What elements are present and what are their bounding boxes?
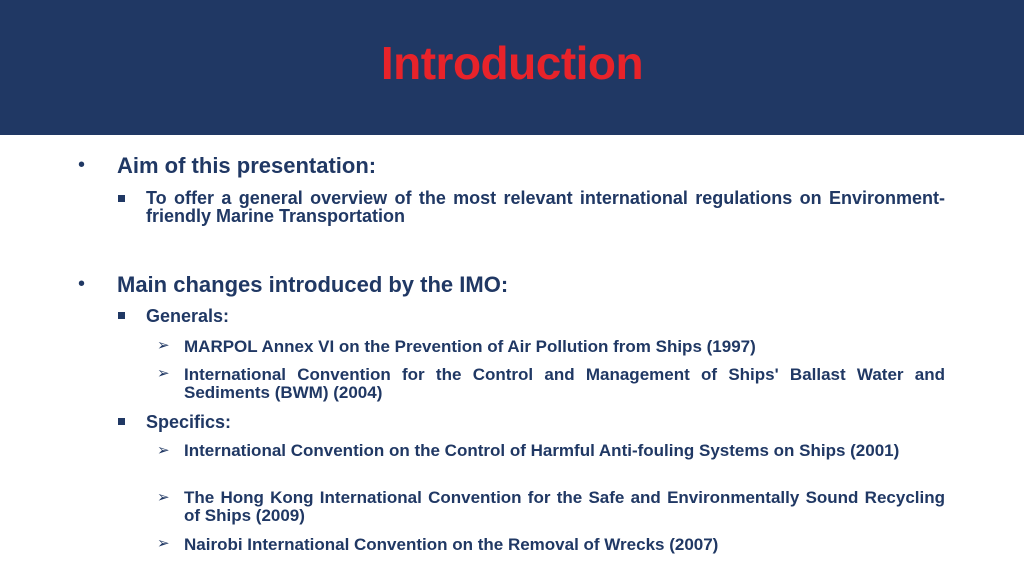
generals-label: Generals: [146, 306, 230, 326]
slide-title: Introduction [380, 37, 644, 89]
arrow-bullet-icon: ➢ [157, 442, 170, 459]
specifics-label: Specifics: [146, 412, 232, 432]
specifics-item-hongkong: The Hong Kong International Convention for the Safe and Environmentally Sound Recycling of Ships (2009) [184, 488, 945, 525]
specifics-item-antifouling: International Convention on the Control of Harmful Anti-fouling Systems on Ships (2001) [184, 441, 900, 460]
specifics-item-nairobi: Nairobi International Convention on the Removal of Wrecks (2007) [184, 535, 719, 554]
aim-item: To offer a general overview of the most relevant international regulations on Environment-friendly Marine Transportation [146, 188, 945, 226]
arrow-bullet-icon: ➢ [157, 535, 170, 552]
square-bullet-icon [118, 418, 125, 425]
section-heading-aim: Aim of this presentation: [117, 153, 377, 178]
square-bullet-icon [118, 312, 125, 319]
arrow-bullet-icon: ➢ [157, 337, 170, 354]
section-heading-imo: Main changes introduced by the IMO: [117, 272, 509, 297]
generals-item-bwm: International Convention for the Control and Management of Ships' Ballast Water and Sediments (BWM) (2004) [184, 365, 945, 402]
arrow-bullet-icon: ➢ [157, 365, 170, 382]
bullet-icon: • [78, 154, 86, 176]
generals-item-marpol: MARPOL Annex VI on the Prevention of Air Pollution from Ships (1997) [184, 337, 756, 356]
bullet-icon: • [78, 273, 86, 295]
arrow-bullet-icon: ➢ [157, 489, 170, 506]
square-bullet-icon [118, 195, 125, 202]
